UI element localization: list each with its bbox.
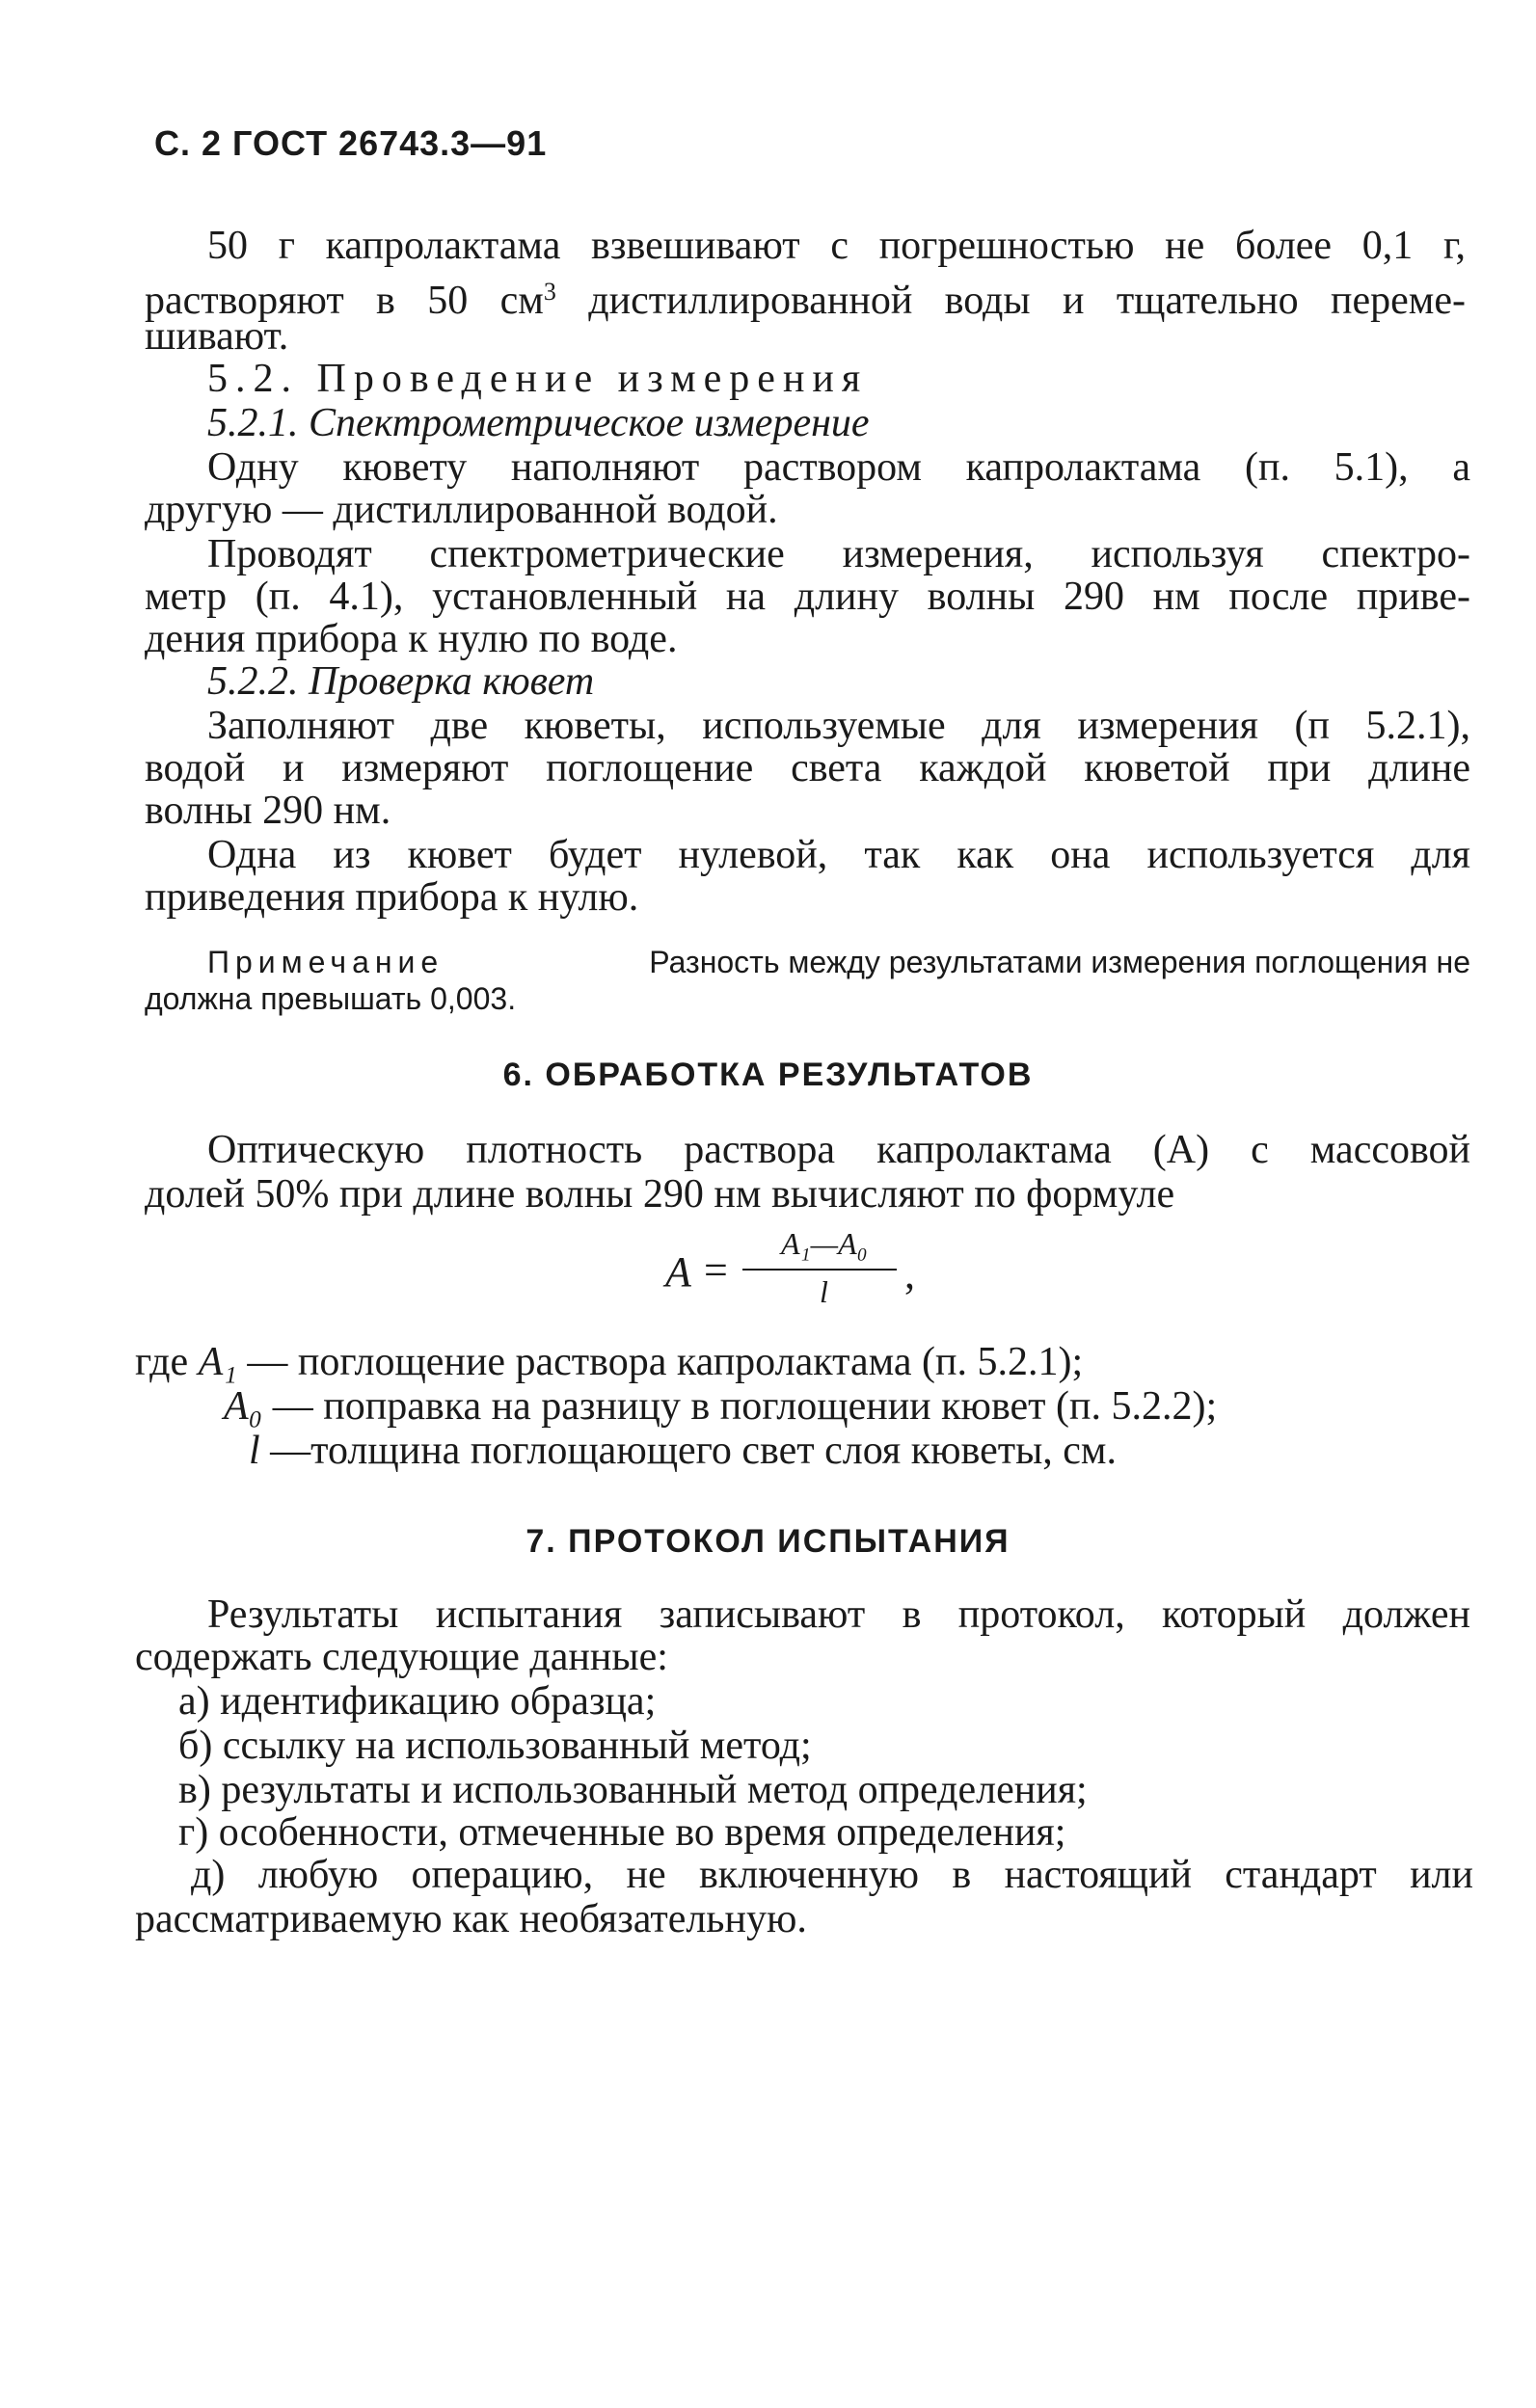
paragraph-line: шивают. [145, 314, 289, 359]
where-line [249, 1429, 1117, 1473]
where-line [135, 1340, 1083, 1384]
list-item: д) любую операцию, не включенную в настоящий стандарт или [191, 1853, 1473, 1897]
formula [665, 1226, 935, 1313]
formula-equals: = [704, 1246, 728, 1294]
section-heading-6: 6. ОБРАБОТКА РЕЗУЛЬТАТОВ [502, 1057, 1034, 1093]
text-span: —толщина поглощающего свет слоя кюветы, см. [259, 1429, 1118, 1473]
paragraph-line: Результаты испытания записывают в протокол, который должен [207, 1592, 1470, 1637]
paragraph-line [145, 270, 1466, 323]
list-item: а) идентификацию образца; [178, 1679, 657, 1724]
list-item-continuation: рассматриваемую как необязательную. [135, 1897, 807, 1941]
paragraph-line: Оптическую плотность раствора капролактама (A) с массовой [207, 1128, 1470, 1172]
paragraph-line: Одна из кювет будет нулевой, так как она используется для [207, 833, 1470, 877]
section-heading-5-2: 5.2. Проведение измерения [207, 357, 869, 401]
formula-lhs: A [665, 1248, 691, 1296]
paragraph-line: водой и измеряют поглощение света каждой кюветой при длине [145, 746, 1470, 790]
subsection-heading-5-2-2: 5.2.2. Проверка кювет [207, 659, 595, 704]
list-item: г) особенности, отмеченные во время определения; [178, 1810, 1066, 1855]
page-header: С. 2 ГОСТ 26743.3—91 [154, 123, 548, 163]
text-span: — поглощение раствора капролактама (п. 5.2.1); [236, 1340, 1084, 1384]
symbol: A₁ [198, 1340, 237, 1384]
paragraph-line: дения прибора к нулю по воде. [145, 617, 678, 661]
subsection-heading-5-2-1: 5.2.1. Спектрометрическое измерение [207, 401, 870, 445]
paragraph-line: волны 290 нм. [145, 789, 391, 833]
list-item: в) результаты и использованный метод определения; [178, 1768, 1088, 1812]
formula-denominator: l [820, 1274, 828, 1309]
section-heading-7: 7. ПРОТОКОЛ ИСПЫТАНИЯ [525, 1523, 1011, 1560]
where-line [224, 1384, 1217, 1429]
paragraph-line: Проводят спектрометрические измерения, используя спектро- [207, 532, 1470, 576]
note-label: Примечание [207, 945, 445, 979]
text-span: — поправка на разницу в поглощении кювет (п. 5.2.2); [262, 1384, 1218, 1429]
note-line [207, 945, 1470, 979]
paragraph-line: долей 50% при длине волны 290 нм вычисляют по формуле [145, 1172, 1175, 1217]
superscript: 3 [543, 278, 556, 306]
fraction-bar [742, 1269, 897, 1271]
symbol: l [249, 1429, 260, 1473]
text-span: где [135, 1340, 199, 1384]
note-text: Разность между результатами измерения поглощения не [649, 945, 1470, 979]
paragraph-line: метр (п. 4.1), установленный на длину волны 290 нм после приве- [145, 575, 1470, 619]
paragraph-line: Одну кювету наполняют раствором капролактама (п. 5.1), а [207, 445, 1470, 490]
note-line: должна превышать 0,003. [145, 981, 517, 1016]
paragraph-line: 50 г капролактама взвешивают с погрешностью не более 0,1 г, [207, 224, 1466, 268]
paragraph-line: приведения прибора к нулю. [145, 875, 639, 920]
text-span: растворяют в 50 см [145, 279, 544, 323]
list-item: б) ссылку на использованный метод; [178, 1724, 812, 1768]
paragraph-line: другую — дистиллированной водой. [145, 488, 778, 532]
text-span: дистиллированной воды и тщательно переме- [555, 279, 1466, 323]
paragraph-line: содержать следующие данные: [135, 1635, 668, 1679]
paragraph-line: Заполняют две кюветы, используемые для измерения (п 5.2.1), [207, 704, 1470, 748]
formula-numerator: A₁—A₀ [781, 1226, 868, 1261]
formula-comma: , [904, 1250, 915, 1298]
symbol: A₀ [224, 1384, 263, 1429]
